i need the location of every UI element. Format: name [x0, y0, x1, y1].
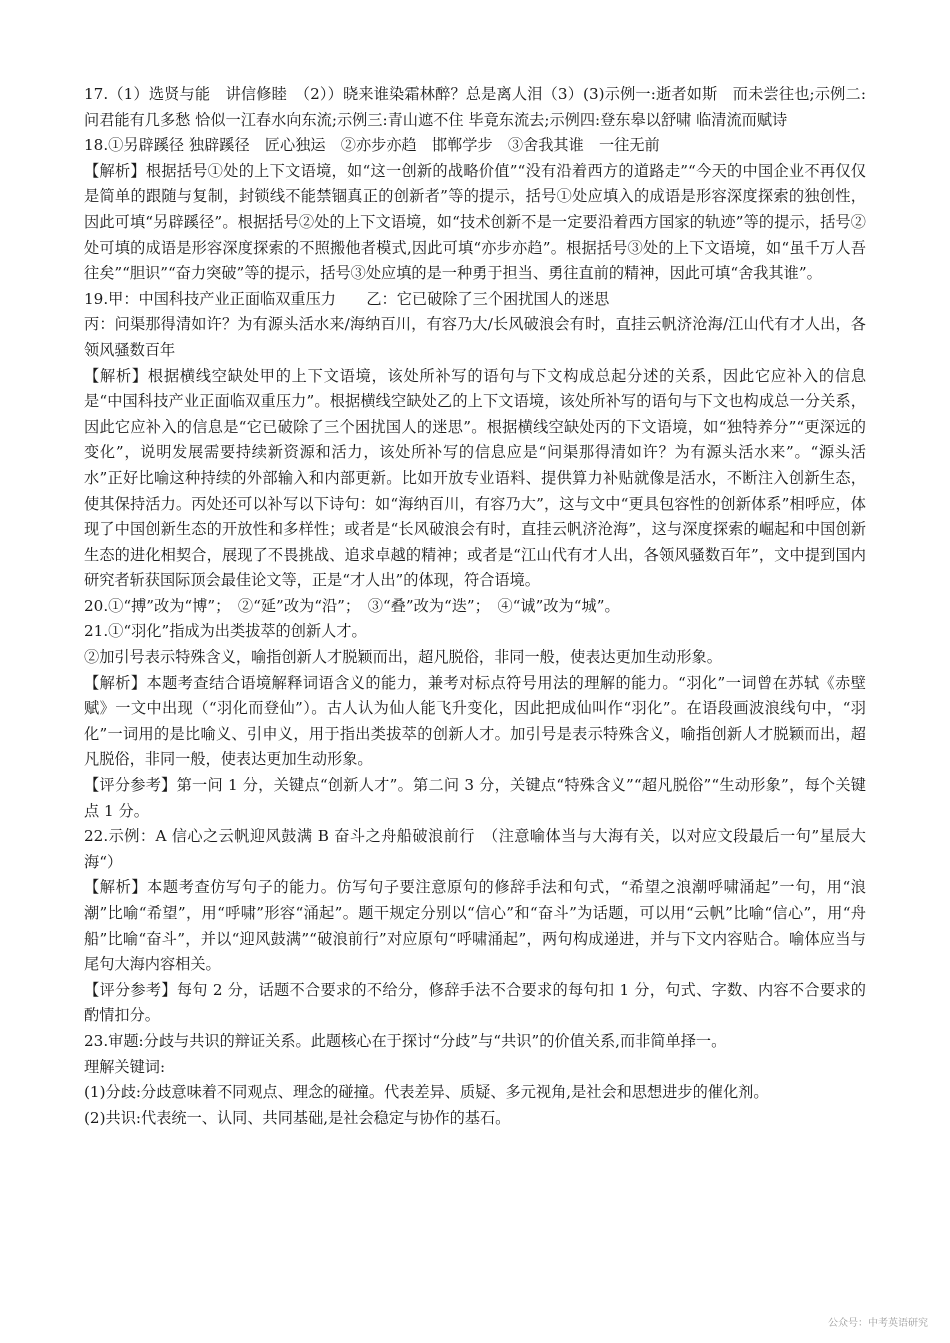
- answer-document: [84, 82, 866, 1131]
- q22-scoring: 【评分参考】每句 2 分，话题不合要求的不给分，修辞手法不合要求的每句扣 1 分，句式、字数、内容不合要求的酌情扣分。: [84, 980, 866, 1025]
- q23-keyword-1: (1)分歧:分歧意味着不同观点、理念的碰撞。代表差异、质疑、多元视角,是社会和思想进步的催化剂。: [84, 1083, 769, 1102]
- q17-answer: 17.（1）选贤与能 讲信修睦 （2））晓来谁染霜林醉？总是离人泪（3）(3)示例一:逝者如斯 而未尝往也;示例二:问君能有几多愁 恰似一江春水向东流;示例三:青山遮不住 毕竟东流去;示例四:登东皋以舒啸 临清流而赋诗: [84, 85, 866, 129]
- q21-analysis: 【解析】本题考查结合语境解释词语含义的能力，兼考对标点符号用法的理解的能力。“羽化”一词曾在苏轼《赤壁赋》一文中出现（“羽化而登仙”）。古人认为仙人能飞升变化，因此把成仙叫作“羽化”。在语段画波浪线句中，“羽化”一词用的是比喻义、引申义，用于指出类拔萃的创新人才。加引号是表示特殊含义，喻指创新人才脱颖而出，超凡脱俗，非同一般，使表达更加生动形象。: [84, 673, 866, 769]
- q23-keyword-2: (2)共识:代表统一、认同、共同基础,是社会稳定与协作的基石。: [84, 1108, 511, 1127]
- q18-answer: 18.①另辟蹊径 独辟蹊径 匠心独运 ②亦步亦趋 邯郸学步 ③舍我其谁 一往无前: [84, 136, 660, 155]
- q18-analysis: 【解析】根据括号①处的上下文语境，如“这一创新的战略价值”“没有沿着西方的道路走”“今天的中国企业不再仅仅是简单的跟随与复制，封锁线不能禁锢真正的创新者”等的提示，括号①处应填入的成语是形容深度探索的独创性，因此可填“另辟蹊径”。根据括号②处的上下文语境，如“技术创新不是一定要沿着西方国家的轨迹”等的提示，括号②处可填的成语是形容深度探索的不照搬他者模式,因此可填“亦步亦趋”。根据括号③处的上下文语境，如“虽千万人吾往矣”“胆识”“奋力突破”等的提示，括号③处应填的是一种勇于担当、勇往直前的精神，因此可填“舍我其谁”。: [84, 161, 866, 283]
- watermark: 公众号：中考英语研究: [828, 1318, 928, 1329]
- q21-answer-a: 21.①“羽化”指成为出类拔萃的创新人才。: [84, 622, 367, 641]
- q21-answer-b: ②加引号表示特殊含义，喻指创新人才脱颖而出，超凡脱俗，非同一般，使表达更加生动形象。: [84, 648, 722, 667]
- q23-review: 23.审题:分歧与共识的辩证关系。此题核心在于探讨“分歧”与“共识”的价值关系,而非简单择一。: [84, 1031, 727, 1050]
- q20-answer: 20.①“搏”改为“博”； ②“延”改为“沿”； ③“叠”改为“迭”； ④“诚”改为“城”。: [84, 596, 620, 615]
- q22-analysis: 【解析】本题考查仿写句子的能力。仿写句子要注意原句的修辞手法和句式，“希望之浪潮呼啸涌起”一句，用“浪潮”比喻“希望”，用“呼啸”形容“涌起”。题干规定分别以“信心”和“奋斗”为话题，可以用“云帆”比喻“信心”，用“舟船”比喻“奋斗”，并以“迎风鼓满”“破浪前行”对应原句“呼啸涌起”，两句构成递进，并与下文内容贴合。喻体应当与尾句大海内容相关。: [84, 878, 866, 974]
- q19-answer-a: 19.甲：中国科技产业正面临双重压力 乙：它已破除了三个困扰国人的迷思: [84, 289, 610, 308]
- q23-keywords-heading: 理解关键词:: [84, 1057, 166, 1076]
- q22-answer: 22.示例：A 信心之云帆迎风鼓满 B 奋斗之舟船破浪前行 （注意喻体当与大海有关，以对应文段最后一句”星辰大海“）: [84, 827, 866, 871]
- q21-scoring: 【评分参考】第一问 1 分，关键点“创新人才”。第二问 3 分，关键点“特殊含义”“超凡脱俗”“生动形象”，每个关键点 1 分。: [84, 776, 866, 820]
- q19-analysis: 【解析】根据横线空缺处甲的上下文语境，该处所补写的语句与下文构成总起分述的关系，因此它应补入的信息是“中国科技产业正面临双重压力”。根据横线空缺处乙的上下文语境，该处所补写的语句与下文也构成总一分关系，因此它应补入的信息是“它已破除了三个困扰国人的迷思”。根据横线空缺处丙的下文语境，如“独特养分”“更深远的变化”，说明发展需要持续新资源和活力，该处所补写的信息应是“问渠那得清如许？为有源头活水来”。“源头活水”正好比喻这种持续的外部输入和内部更新。比如开放专业语料、提供算力补贴就像是活水，不断注入创新生态，使其保持活力。丙处还可以补写以下诗句：如“海纳百川，有容乃大”，这与文中“更具包容性的创新体系”相呼应，体现了中国创新生态的开放性和多样性；或者是“长风破浪会有时，直挂云帆济沧海”，这与深度探索的崛起和中国创新生态的进化相契合，展现了不畏挑战、追求卓越的精神；或者是“江山代有才人出，各领风骚数百年”，文中提到国内研究者斩获国际顶会最佳论文等，正是“才人出”的体现，符合语境。: [84, 366, 866, 590]
- q19-answer-b: 丙：问渠那得清如许？为有源头活水来/海纳百川，有容乃大/长风破浪会有时，直挂云帆济沧海/江山代有才人出，各领风骚数百年: [84, 315, 866, 359]
